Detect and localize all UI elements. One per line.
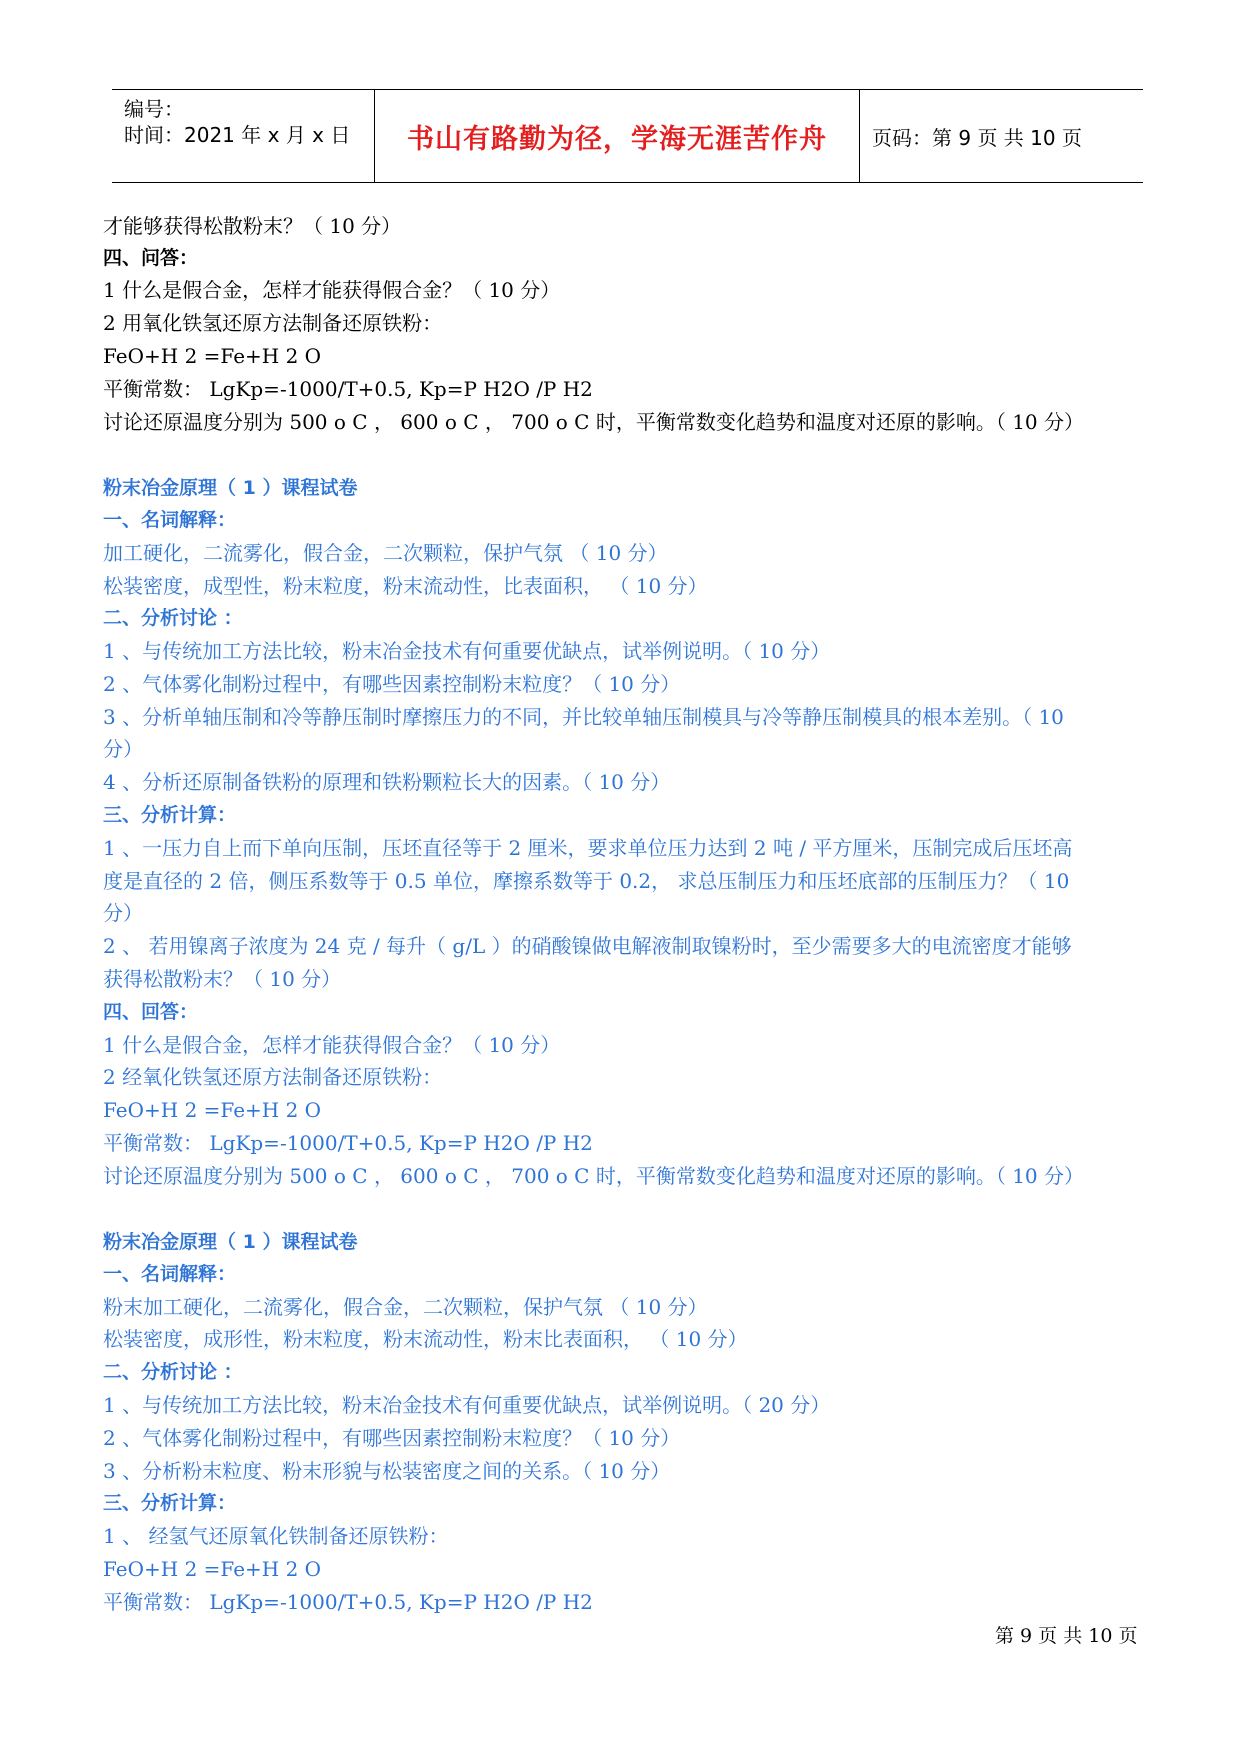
section2-b1: 1 、与传统加工方法比较，粉末冶金技术有何重要优缺点，试举例说明。（ 10 分）: [103, 639, 831, 663]
section2-c1-cont: 度是直径的 2 倍，侧压系数等于 0.5 单位，摩擦系数等于 0.2， 求总压制压力和压坯底部的压制压力？（ 10: [103, 869, 1070, 893]
section2-b3-cont: 分）: [103, 737, 143, 761]
section2-discussion: 讨论还原温度分别为 500 o C ， 600 o C ， 700 o C 时，平衡常数变化趋势和温度对还原的影响。（ 10 分）: [103, 1164, 1085, 1188]
section3-heading-3: 三、分析计算：: [103, 1492, 237, 1514]
section3-heading-1: 一、名词解释：: [103, 1263, 237, 1285]
section3-a1: 粉末加工硬化，二流雾化，假合金，二次颗粒，保护气氛 （ 10 分）: [103, 1295, 708, 1319]
section2-heading-4: 四、回答：: [103, 1001, 199, 1023]
section2-formula: FeO+H 2 =Fe+H 2 O: [103, 1098, 322, 1122]
section2-heading-3: 三、分析计算：: [103, 804, 237, 826]
section2-d1: 1 什么是假合金，怎样才能获得假合金？（ 10 分）: [103, 1033, 561, 1057]
section1-line-4: 2 用氧化铁氢还原方法制备还原铁粉：: [103, 311, 443, 335]
section3-b2: 2 、气体雾化制粉过程中，有哪些因素控制粉末粒度？（ 10 分）: [103, 1426, 681, 1450]
page-footer: 第 9 页 共 10 页: [995, 1625, 1138, 1647]
motto: 书山有路勤为径，学海无涯苦作舟: [407, 123, 827, 155]
header-motto-cell: [374, 90, 860, 182]
section3-b1: 1 、与传统加工方法比较，粉末冶金技术有何重要优缺点，试举例说明。（ 20 分）: [103, 1393, 831, 1417]
section2-b2: 2 、气体雾化制粉过程中，有哪些因素控制粉末粒度？（ 10 分）: [103, 672, 681, 696]
section2-c2: 2 、 若用镍离子浓度为 24 克 / 每升（ g/L ）的硝酸镍做电解液制取镍粉时，至少需要多大的电流密度才能够: [103, 934, 1072, 958]
section2-title: 粉末冶金原理（ 1 ）课程试卷: [103, 477, 358, 499]
header-info-cell: [112, 90, 374, 182]
section1-line-1: 才能够获得松散粉末？（ 10 分）: [103, 214, 402, 238]
section3-equilibrium: 平衡常数： LgKp=-1000/T+0.5, Kp=P H2O /P H2: [103, 1590, 593, 1614]
section3-title: 粉末冶金原理（ 1 ）课程试卷: [103, 1231, 358, 1253]
section1-line-3: 1 什么是假合金，怎样才能获得假合金？（ 10 分）: [103, 278, 561, 302]
document-time-label: 时间：2021 年 x 月 x 日: [124, 123, 351, 147]
section1-formula: FeO+H 2 =Fe+H 2 O: [103, 344, 322, 368]
section2-a1: 加工硬化，二流雾化，假合金，二次颗粒，保护气氛 （ 10 分）: [103, 541, 668, 565]
section2-a2: 松装密度，成型性，粉末粒度，粉末流动性，比表面积， （ 10 分）: [103, 574, 708, 598]
section3-c1: 1 、 经氢气还原氧化铁制备还原铁粉：: [103, 1524, 449, 1548]
section3-b3: 3 、分析粉末粒度、粉末形貌与松装密度之间的关系。（ 10 分）: [103, 1459, 671, 1483]
section1-discussion: 讨论还原温度分别为 500 o C ， 600 o C ， 700 o C 时，平衡常数变化趋势和温度对还原的影响。（ 10 分）: [103, 410, 1085, 434]
section2-equilibrium: 平衡常数： LgKp=-1000/T+0.5, Kp=P H2O /P H2: [103, 1131, 593, 1155]
section2-heading-1: 一、名词解释：: [103, 509, 237, 531]
section3-heading-2: 二、分析讨论 ：: [103, 1361, 243, 1383]
section2-d2: 2 经氧化铁氢还原方法制备还原铁粉：: [103, 1065, 443, 1089]
section2-c1-cont2: 分）: [103, 901, 143, 925]
section1-heading-qa: 四、问答：: [103, 247, 199, 269]
section2-b3: 3 、分析单轴压制和冷等静压制时摩擦压力的不同，并比较单轴压制模具与冷等静压制模具的根本差别。（ 10: [103, 705, 1064, 729]
section2-c2-cont: 获得松散粉末？（ 10 分）: [103, 967, 342, 991]
page-code: 页码：第 9 页 共 10 页: [872, 125, 1082, 150]
section1-equilibrium: 平衡常数： LgKp=-1000/T+0.5, Kp=P H2O /P H2: [103, 377, 593, 401]
page-header: [112, 89, 1143, 183]
header-page-cell: [860, 90, 1143, 182]
document-number-label: 编号：: [124, 97, 184, 121]
section2-b4: 4 、分析还原制备铁粉的原理和铁粉颗粒长大的因素。（ 10 分）: [103, 770, 671, 794]
section3-a2: 松装密度，成形性，粉末粒度，粉末流动性，粉末比表面积， （ 10 分）: [103, 1327, 748, 1351]
section3-formula: FeO+H 2 =Fe+H 2 O: [103, 1557, 322, 1581]
section2-c1: 1 、一压力自上而下单向压制，压坯直径等于 2 厘米，要求单位压力达到 2 吨 / 平方厘米，压制完成后压坯高: [103, 836, 1073, 860]
section2-heading-2: 二、分析讨论 ：: [103, 607, 243, 629]
